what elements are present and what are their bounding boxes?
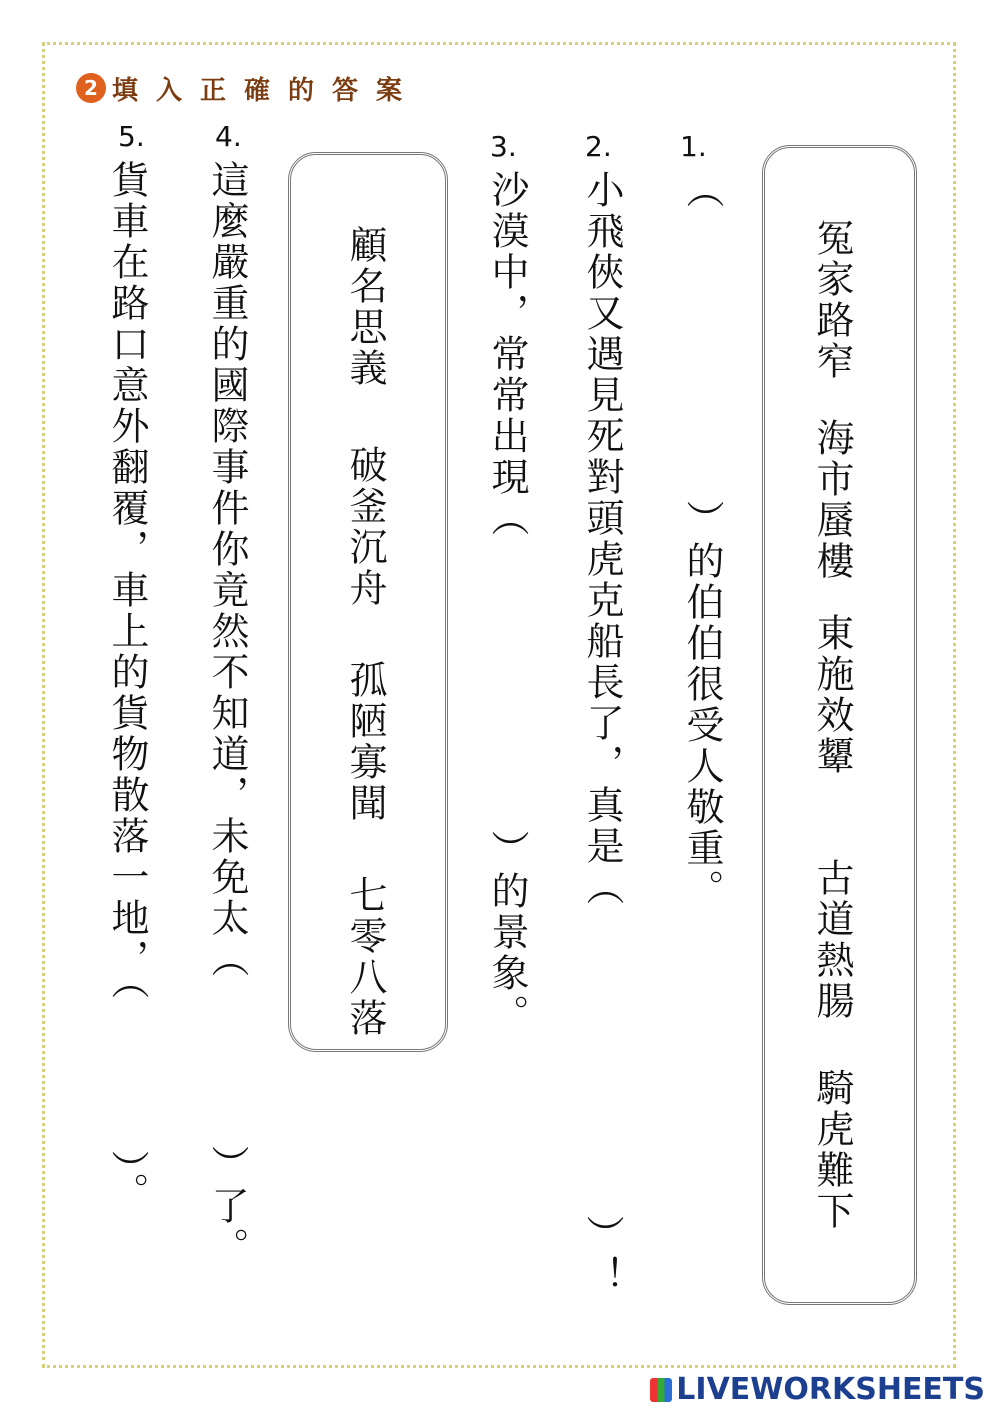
question-number: 5. bbox=[118, 120, 145, 153]
word-bank-item: 冤家路窄 bbox=[810, 218, 854, 382]
word-bank-item: 破釜沉舟 bbox=[343, 445, 387, 609]
word-bank-item: 孤陋寡聞 bbox=[343, 660, 387, 824]
liveworksheets-logo-icon bbox=[650, 1378, 672, 1402]
question-text-after: ）的景象。 bbox=[485, 830, 529, 1035]
question-text-after: ）的伯伯很受人敬重。 bbox=[680, 500, 724, 910]
question-number: 4. bbox=[215, 120, 242, 153]
liveworksheets-logo bbox=[650, 1372, 985, 1407]
word-bank-item: 騎虎難下 bbox=[810, 1068, 854, 1232]
liveworksheets-brand-text: LIVEWORKSHEETS bbox=[676, 1372, 985, 1407]
word-bank-box-2 bbox=[288, 152, 448, 1052]
question-text-after: ）了。 bbox=[205, 1145, 249, 1268]
section-title-text: 填入正確的答案 bbox=[112, 75, 421, 106]
question-number: 2. bbox=[585, 130, 612, 163]
word-bank-item: 七零八落 bbox=[343, 875, 387, 1039]
word-bank-item: 顧名思義 bbox=[343, 225, 387, 389]
question-text-before: 這麼嚴重的國際事件你竟然不知道，未免太（ bbox=[205, 160, 249, 980]
word-bank-item: 海市蜃樓 bbox=[810, 418, 854, 582]
question-text-before: 貨車在路口意外翻覆，車上的貨物散落一地，（ bbox=[105, 160, 149, 1002]
question-text-before: （ bbox=[680, 170, 724, 211]
question-text-before: 小飛俠又遇見死對頭虎克船長了，真是（ bbox=[580, 170, 624, 908]
section-number-badge: 2 bbox=[76, 73, 106, 103]
question-number: 3. bbox=[490, 130, 517, 163]
question-text-after: ）。 bbox=[105, 1150, 149, 1213]
section-title bbox=[76, 68, 420, 108]
question-text-before: 沙漠中，常常出現（ bbox=[485, 170, 529, 539]
question-text-after: ）！ bbox=[580, 1215, 624, 1297]
question-number: 1. bbox=[680, 130, 707, 163]
word-bank-item: 古道熱腸 bbox=[810, 858, 854, 1022]
word-bank-box bbox=[762, 145, 917, 1305]
word-bank-item: 東施效顰 bbox=[810, 613, 854, 777]
